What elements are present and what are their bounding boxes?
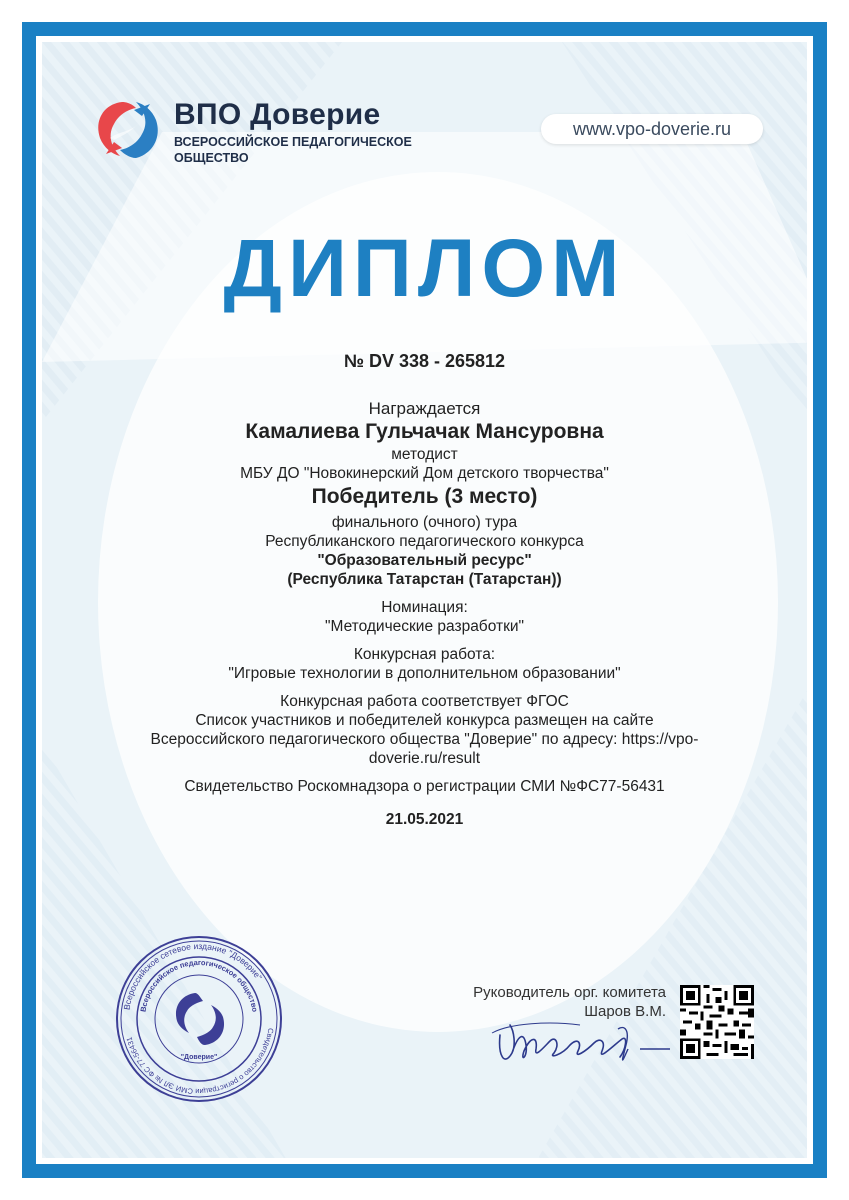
stamp-outer-text: Всероссийское сетевое издание "Доверие" — [121, 940, 265, 1011]
diploma-title: ДИПЛОМ — [223, 223, 626, 314]
diploma-number: № DV 338 - 265812 — [343, 351, 506, 371]
results-line-1: Список участников и победителей конкурса размещен на сайте — [195, 712, 654, 729]
official-stamp-icon — [115, 935, 283, 1103]
hands-logo-icon — [92, 98, 162, 160]
contest-name: "Образовательный ресурс" — [317, 552, 532, 569]
org-name: ВПО Доверие — [174, 98, 381, 131]
award-place: Победитель (3 место) — [311, 485, 538, 508]
org-subtitle-line1: ВСЕРОССИЙСКОЕ ПЕДАГОГИЧЕСКОЕ — [174, 135, 412, 149]
signature-role: Руководитель орг. комитета — [473, 984, 666, 1001]
org-subtitle-line2: ОБЩЕСТВО — [174, 151, 249, 165]
svg-text:Всероссийское педагогическое о — [138, 958, 259, 1013]
issue-date: 21.05.2021 — [385, 811, 464, 828]
media-certificate: Свидетельство Роскомнадзора о регистрации СМИ №ФС77-56431 — [184, 778, 665, 795]
diploma-content — [100, 352, 749, 829]
nomination-value: "Методические разработки" — [324, 618, 525, 635]
work-title: "Игровые технологии в дополнительном образовании" — [228, 665, 621, 682]
spacer — [100, 796, 749, 810]
recipient-name: Камалиева Гульчачак Мансуровна — [245, 420, 604, 443]
signature-name: Шаров В.М. — [584, 1003, 666, 1020]
fgos-note: Конкурсная работа соответствует ФГОС — [280, 693, 569, 710]
results-line-2: Всероссийского педагогического общества "Доверие" по адресу: https://vpo- — [150, 731, 699, 748]
stamp-bottom-text: Свидетельство о регистрации СМИ ЭЛ № ФС 77-56431 — [124, 1027, 276, 1097]
org-subtitle — [174, 134, 444, 166]
website-link[interactable]: www.vpo-doverie.ru — [541, 114, 763, 144]
handwritten-signature — [490, 1005, 680, 1075]
work-label: Конкурсная работа: — [353, 646, 496, 663]
qr-code-icon — [680, 985, 754, 1059]
stamp-center-text: "Доверие" — [180, 1054, 218, 1061]
results-line-3: doverie.ru/result — [368, 750, 481, 767]
contest-stage: финального (очного) тура — [331, 514, 518, 531]
spacer — [100, 636, 749, 645]
recipient-position: методист — [391, 446, 458, 463]
stamp-inner-text: Всероссийское педагогическое общество — [138, 957, 260, 1013]
contest-region: (Республика Татарстан (Татарстан)) — [287, 571, 562, 588]
spacer — [100, 768, 749, 777]
recipient-organization: МБУ ДО "Новокинерский Дом детского творчества" — [240, 465, 609, 482]
awarded-label: Награждается — [368, 399, 481, 418]
spacer — [100, 589, 749, 598]
spacer — [100, 683, 749, 692]
contest-type: Республиканского педагогического конкурса — [265, 533, 584, 550]
nomination-label: Номинация: — [381, 599, 468, 616]
